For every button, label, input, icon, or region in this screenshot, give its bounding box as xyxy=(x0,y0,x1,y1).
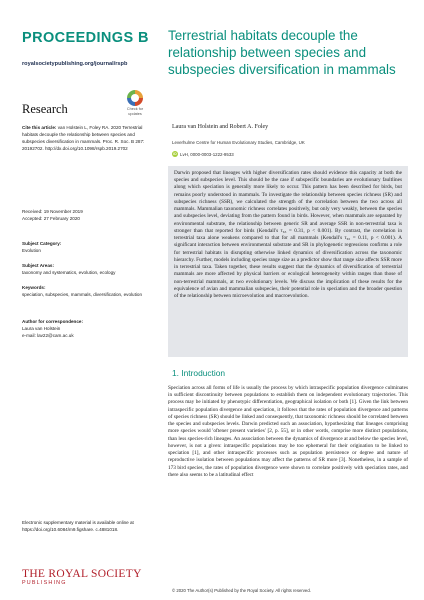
left-sidebar xyxy=(22,0,154,600)
keywords-value: speciation, subspecies, mammals, diversification, evolution xyxy=(22,292,143,298)
subject-areas-block xyxy=(22,262,154,276)
correspondence-email[interactable]: e-mail: lav22@cam.ac.uk xyxy=(22,333,74,339)
introduction-text: Speciation across all forms of life is usually the process by which intraspecific population divergence culminates in sufficient discontinuity between populations to establish them on independent evolutionary trajectories. This process may be initiated by phenotypic differentiation, geographical isolation or both [1]. Given the link between intraspecific population divergence and speciation, it follows that the rates of population divergence and patterns of species richness (SR) should be linked and consequently, that taxonomic richness should be correlated between the species and subspecies levels. Darwin predicted such an association, hypothesizing that lineages comprising more species would 'oftener present varieties' [2, p. 55], or in other words, comprise more distinct populations, than less species-rich lineages. An association between the dynamics of divergence at and below the species level, however, is not a given: intraspecific populations may be too ephemeral for their origination to be linked to speciation [1], and other intraspecific processes such as population persistence or degree and nature of reproductive isolation between populations may affect the patterns of SR more [3]. Nonetheless, in a sample of 173 bird species, the rates of population divergence were shown to correlate positively with speciation rates, and there also seems to be a latitudinal effect xyxy=(168,385,408,478)
keywords-block xyxy=(22,284,154,298)
received-date: Received: 19 November 2019 xyxy=(22,209,83,214)
royal-society-logo xyxy=(22,568,142,586)
subject-areas-value: taxonomy and systematics, evolution, ecology xyxy=(22,270,116,276)
dates-block xyxy=(22,208,83,223)
journal-url-link[interactable]: royalsocietypublishing.org/journal/rspb xyxy=(22,61,128,67)
subject-category-block xyxy=(22,240,154,254)
cite-label: Cite this article: xyxy=(22,125,57,130)
check-updates-label: Check for updates xyxy=(126,107,144,116)
subject-category-heading: Subject Category: xyxy=(22,241,62,246)
publisher-subname: PUBLISHING xyxy=(22,580,67,586)
citation-block xyxy=(22,124,154,152)
subject-areas-heading: Subject Areas: xyxy=(22,263,54,268)
keywords-heading: Keywords: xyxy=(22,285,46,290)
orcid-label: LvH, 0000-0003-1222-9533 xyxy=(180,151,234,157)
author-affiliation: Leverhulme Centre for Human Evolutionary Studies, Cambridge, UK xyxy=(172,140,305,145)
correspondence-name: Laura van Holstein xyxy=(22,326,61,332)
section-heading-introduction: 1. Introduction xyxy=(172,368,226,378)
article-authors: Laura van Holstein and Robert A. Foley xyxy=(172,124,269,130)
check-for-updates-button[interactable] xyxy=(121,90,149,116)
orcid-icon: iD xyxy=(173,152,177,156)
article-type: Research xyxy=(22,102,68,116)
subject-category-value: Evolution xyxy=(22,248,41,254)
correspondence-block xyxy=(22,318,154,339)
cite-text: van Holstein L, Foley RA. 2020 Terrestrial habitats decouple the relationship between species and subspecies diversification in mammals. Proc. R. Soc. B 287: 20192702. http://dx.doi.org/10.1098/rspb.2019.2702 xyxy=(22,125,145,152)
correspondence-heading: Author for correspondence: xyxy=(22,319,83,324)
supplementary-material-note[interactable]: Electronic supplementary material is available online at https://doi.org/10.6084/m9.figshare. c.4881018. xyxy=(22,520,134,533)
accepted-date: Accepted: 27 February 2020 xyxy=(22,216,80,222)
journal-name: PROCEEDINGS B xyxy=(22,30,149,46)
check-updates-icon xyxy=(127,90,143,106)
article-title: Terrestrial habitats decouple the relationship between species and subspecies diversification in mammals xyxy=(168,28,396,78)
publisher-name: THE ROYAL SOCIETY xyxy=(22,568,142,580)
copyright-notice: © 2020 The Author(s) Published by the Royal Society. All rights reserved. xyxy=(172,588,311,593)
orcid-line[interactable] xyxy=(172,151,234,157)
main-column xyxy=(168,0,408,600)
abstract-box: Darwin proposed that lineages with higher diversification rates should evidence this capacity at both the species and subspecies level. This should be the case if subspecific boundaries are evolutionary faultlines along which speciation is generally more likely to occur. This pattern has been described for birds, but remains poorly understood in mammals. To investigate the relationship between species richness (SR) and subspecies richness (SSR), we calculated the strength of the correlation between the two across all mammals. Mammalian taxonomic richness correlates positively, but only very weakly, between the species and subspecies level, deviating from the pattern found in birds. However, when mammals are separated by environmental substrate, the relationship between generic SR and average SSR in non-terrestrial taxa is stronger than that reported for birds (Kendall's τ₆₅ = 0.31, p < 0.001). By contrast, the correlation in terrestrial taxa alone weakens compared to that for all mammals (Kendall's τ₆₅ = 0.11, p < 0.001). A significant interaction between environmental substrate and SR in phylogenetic regressions confirms a role for terrestrial habitats in disrupting otherwise linked dynamics of diversification across the taxonomic hierarchy. Further, models including species range size as a predictor show that range size affects SSR more in terrestrial taxa. Taken together, these results suggest that the dynamics of diversification of terrestrial mammals are more affected by physical barriers or ecological heterogeneity within ranges than those of non-terrestrial mammals, at two evolutionary levels. We discuss the implication of these results for the equivalence of avian and mammalian subspecies, their potential role in speciation and the broader question of the relationship between microevolution and macroevolution. xyxy=(168,166,408,357)
